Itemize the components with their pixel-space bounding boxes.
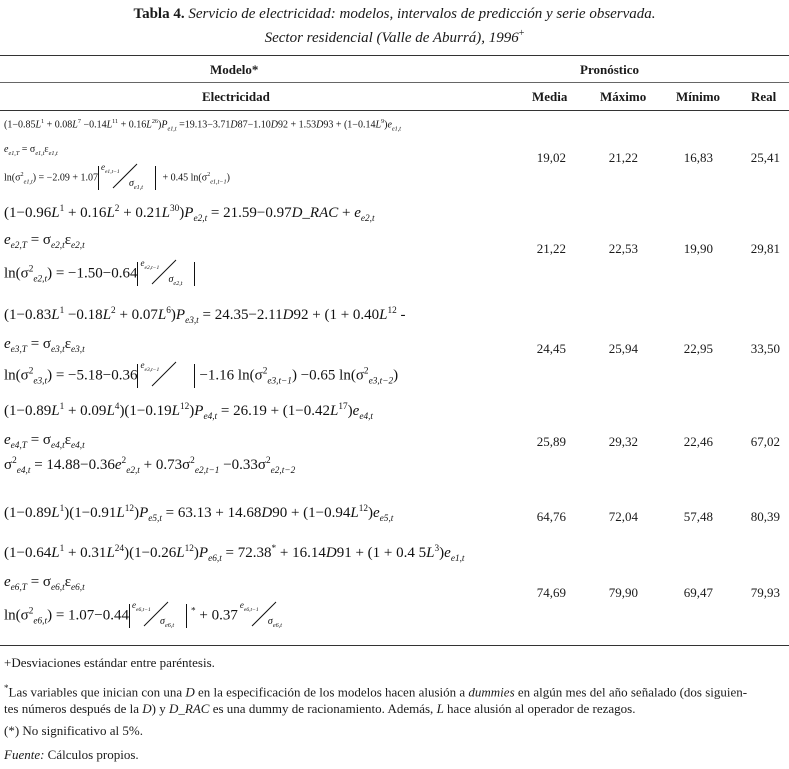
row1-maximo: 21,22 <box>608 150 638 165</box>
model4-equation-line2: $e_{e4,T} = \sigma_{e4,t}\varepsilon_{e4,t}$ <box>4 432 85 451</box>
row4-minimo: 22,46 <box>683 434 713 449</box>
model3-equation-line2: $e_{e3,T} = \sigma_{e3,t}\varepsilon_{e3,t}$ <box>4 336 85 355</box>
model1-equation-line2: $e_{e1,T} = \sigma_{e1,t}\varepsilon_{e1,t}$ <box>4 144 58 157</box>
row5-maximo: 72,04 <box>608 509 638 524</box>
model3-equation-line1: $(1-0.83L^1 -0.18L^2 + 0.07L^6)P_{e3,t} = 24.35-2.11D92 + (1 + 0.40L^{12}$ - <box>4 306 406 326</box>
model1-equation-line3: $\ln(\sigma^2_{e1,t}) = -2.09 + 1.07$ $e_{e1,t-1}$ $\sigma_{e1,t}$ + 0.45 $\ln(\sigma^2_{e1,t-1})$ <box>4 162 230 191</box>
model2-equation-line2: $e_{e2,T} = \sigma_{e2,t}\varepsilon_{e2,t}$ <box>4 232 85 251</box>
footnote-source <box>4 746 784 763</box>
row1-media: 19,02 <box>536 150 566 165</box>
model2-equation-line1: $(1-0.96L^1 + 0.16L^2 + 0.21L^{30})P_{e2,t}$ = 21.59−0.97D_RAC + $e_{e2,t}$ <box>4 204 375 224</box>
row5-minimo: 57,48 <box>683 509 713 524</box>
row5-real: 80,39 <box>750 509 780 524</box>
footnote-std-dev: +Desviaciones estándar entre paréntesis. <box>4 655 215 670</box>
row4-media: 25,89 <box>536 434 566 449</box>
header-pronostico: Pronóstico <box>580 62 639 77</box>
model2-fraction: $e_{e2,t-1}$ $\sigma_{e2,t}$ <box>137 262 190 286</box>
source-label: Fuente: <box>4 747 45 762</box>
table-caption-line1 <box>0 4 789 24</box>
model2-equation-line3: $\ln(\sigma^2_{e2,t}) = -1.50-0.64$ $e_{e2,t-1}$ $\sigma_{e2,t}$ <box>4 262 199 286</box>
top-rule <box>0 55 789 56</box>
row4-real: 67,02 <box>750 434 780 449</box>
model6-equation-line2: $e_{e6,T} = \sigma_{e6,t}\varepsilon_{e6,t}$ <box>4 574 85 593</box>
table-title: Servicio de electricidad: modelos, intervalos de predicción y serie observada. <box>188 6 656 22</box>
row6-minimo: 69,47 <box>683 585 713 600</box>
model1-equation-line1: $(1-0.85L^1 + 0.08L^7 -0.14L^{11} + 0.16L^{26})P_{e1,t} =19.13-3.71D87-1.10D92 + 1.53D93 + (1-0.14L^9)e_{e1,t}$ <box>4 118 401 133</box>
footnote-significance: (*) No significativo al 5%. <box>4 723 143 738</box>
header-modelo: Modelo* <box>210 62 259 77</box>
row5-media: 64,76 <box>536 509 566 524</box>
row1-minimo: 16,83 <box>683 150 713 165</box>
model6-equation-line1: $(1-0.64L^1 + 0.31L^{24})(1-0.26L^{12})P_{e6,t} = 72.38^* + 16.14D91 + (1 + 0.4$ $5L^3)e_{e1,t}$ <box>4 544 465 564</box>
row2-minimo: 19,90 <box>683 241 713 256</box>
model5-equation-line1: $(1-0.89L^1)(1-0.91L^{12})P_{e5,t} = 63.13 + 14.68D90 + (1-0.94L^{12})e_{e5,t}$ <box>4 504 394 524</box>
model4-equation-line3: $\sigma^2_{e4,t} = 14.88-0.36e^2_{e2,t} + 0.73\sigma^2_{e2,t-1} -0.33\sigma^2_{e2,t-2}$ <box>4 456 296 476</box>
footnote-variables: *Las variables que inician con una D en la especificación de los modelos hacen alusión a dummies en algún mes del año señalado (dos siguien- tes números después de la D) y D_RAC es una dummy de racionamiento. Además, L hace alusión al operador de rezagos. <box>4 683 748 717</box>
row6-real: 79,93 <box>750 585 780 600</box>
table-subtitle: Sector residencial (Valle de Aburrá), 1996 <box>264 30 519 46</box>
model4-equation-line1: $(1-0.89L^1 + 0.09L^4)(1-0.19L^{12})P_{e4,t} = 26.19 + (1-0.42L^{17})e_{e4,t}$ <box>4 402 374 422</box>
row3-media: 24,45 <box>536 341 566 356</box>
header-bottom-rule <box>0 110 789 111</box>
row2-maximo: 22,53 <box>608 241 638 256</box>
header-media: Media <box>532 89 568 104</box>
table-caption-line2: Sector residencial (Valle de Aburrá), 1996+ <box>264 28 525 46</box>
row6-media: 74,69 <box>536 585 566 600</box>
row3-minimo: 22,95 <box>683 341 713 356</box>
row4-maximo: 29,32 <box>608 434 638 449</box>
row2-real: 29,81 <box>750 241 780 256</box>
header-maximo: Máximo <box>600 89 647 104</box>
model6-fraction-2: $e_{e6,t-1}$ $\sigma_{e6,t}$ <box>239 600 282 629</box>
row3-maximo: 25,94 <box>608 341 638 356</box>
source-text: Cálculos propios. <box>44 747 139 762</box>
bottom-rule <box>0 645 789 646</box>
table-label: Tabla 4. <box>133 6 185 22</box>
header-minimo: Mínimo <box>676 89 721 104</box>
model3-fraction: $e_{e3,t-1}$ <box>137 364 190 388</box>
model6-fraction-1: $e_{e6,t-1}$ $\sigma_{e6,t}$ <box>129 604 182 628</box>
header-electricidad: Electricidad <box>202 89 270 104</box>
row3-real: 33,50 <box>750 341 780 356</box>
header-divider <box>0 82 789 83</box>
row1-real: 25,41 <box>750 150 780 165</box>
row6-maximo: 79,90 <box>608 585 638 600</box>
model6-equation-line3: $\ln(\sigma^2_{e6,t}) = 1.07-0.44$ $e_{e6,t-1}$ $\sigma_{e6,t}$ * + 0.37 $e_{e6,t-1}$ $\sigma_{e6,t}$ <box>4 604 290 628</box>
row2-media: 21,22 <box>536 241 566 256</box>
header-real: Real <box>751 89 777 104</box>
model3-equation-line3: $\ln(\sigma^2_{e3,t}) = -5.18-0.36$ $e_{e3,t-1}$ −1.16 $\ln(\sigma^2_{e3,t-1}) -0.65$ $\ln(\sigma^2_{e3,t-2})$ <box>4 360 399 387</box>
model1-fraction: $e_{e1,t-1}$ $\sigma_{e1,t}$ <box>98 166 151 190</box>
